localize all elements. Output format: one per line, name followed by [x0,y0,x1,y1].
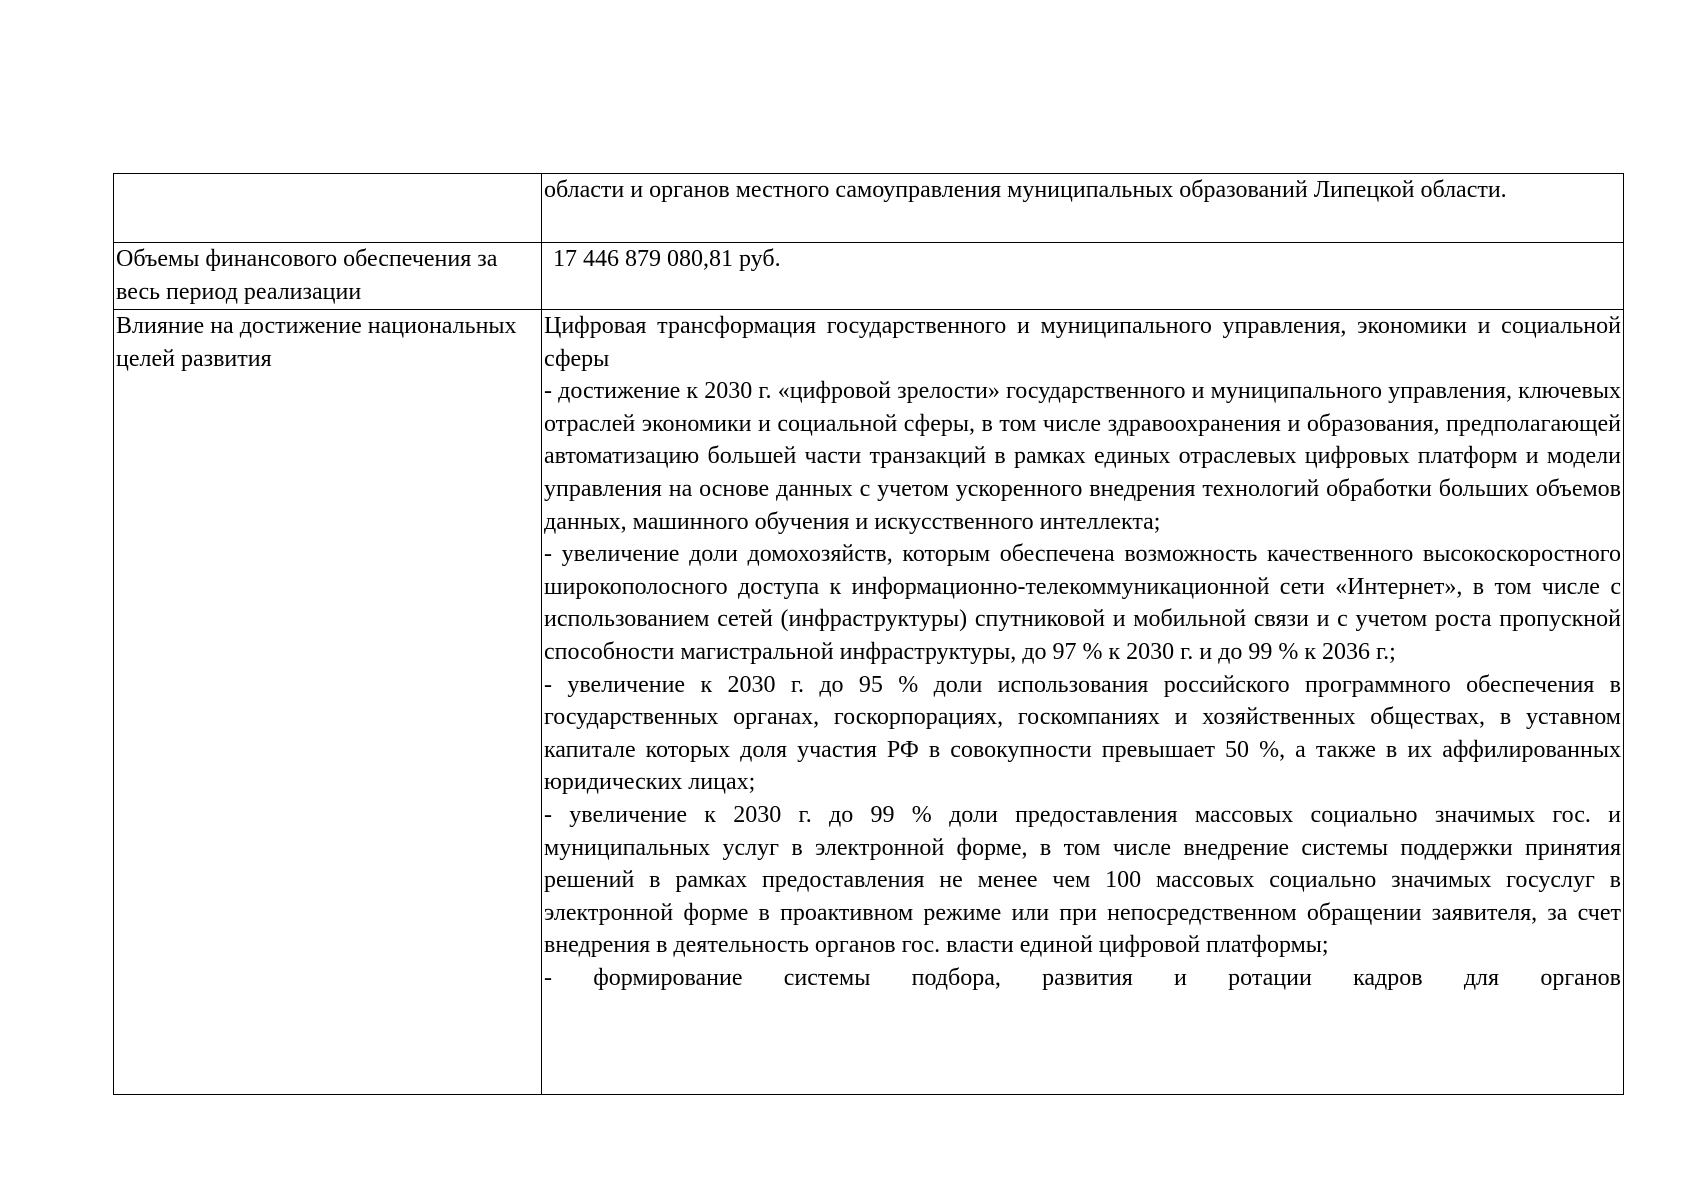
financing-amount: 17 446 879 080,81 руб. [553,246,781,272]
passport-table [113,173,1624,1095]
row-label-national-goals: Влияние на достижение национальных целей развития [114,310,542,1095]
goal-item: - достижение к 2030 г. «цифровой зрелости» государственного и муниципального управления, ключевых отраслей экономики и социальной сферы, в том числе здравоохранения и образования, предполагающей автоматизацию большей части транзакций в рамках единых отраслевых цифровых платформ и модели управления на основе данных с учетом ускоренного внедрения технологий обработки больших объемов данных, машинного обучения и искусственного интеллекта; [544,378,1621,535]
row-content-cell [542,243,1624,310]
table-row [114,310,1624,1095]
goal-item: - формирование системы подбора, развития и ротации кадров для органов [544,964,1621,991]
table-row [114,243,1624,310]
row-content-cell [542,174,1624,243]
row-content-cell [542,310,1624,1095]
row-label-cell [114,174,542,243]
continuation-text: области и органов местного самоуправления муниципальных образований Липецкой области. [544,177,1507,203]
goal-item: - увеличение к 2030 г. до 99 % доли предоставления массовых социально значимых гос. и муниципальных услуг в электронной форме, в том числе внедрение системы поддержки принятия решений в рамках предоставления не менее чем 100 массовых социально значимых госуслуг в электронной форме в проактивном режиме или при непосредственном обращении заявителя, за счет внедрения в деятельность органов гос. власти единой цифровой платформы; [544,801,1621,959]
goal-heading: Цифровая трансформация государственного и муниципального управления, экономики и социальной сферы [544,313,1621,372]
goal-item: - увеличение к 2030 г. до 95 % доли использования российского программного обеспечения в государственных органах, госкорпорациях, госкомпаниях и хозяйственных обществах, в уставном капитале которых доля участия РФ в совокупности превышает 50 %, а также в их аффилированных юридических лицах; [544,671,1621,796]
row-label-financing: Объемы финансового обеспечения за весь период реализации [114,243,542,310]
table-row [114,174,1624,243]
goal-item: - увеличение доли домохозяйств, которым обеспечена возможность качественного высокоскоростного широкополосного доступа к информационно-телекоммуникационной сети «Интернет», в том числе с использованием сетей (инфраструктуры) спутниковой и мобильной связи и с учетом роста пропускной способности магистральной инфраструктуры, до 97 % к 2030 г. и до 99 % к 2036 г.; [544,541,1621,665]
